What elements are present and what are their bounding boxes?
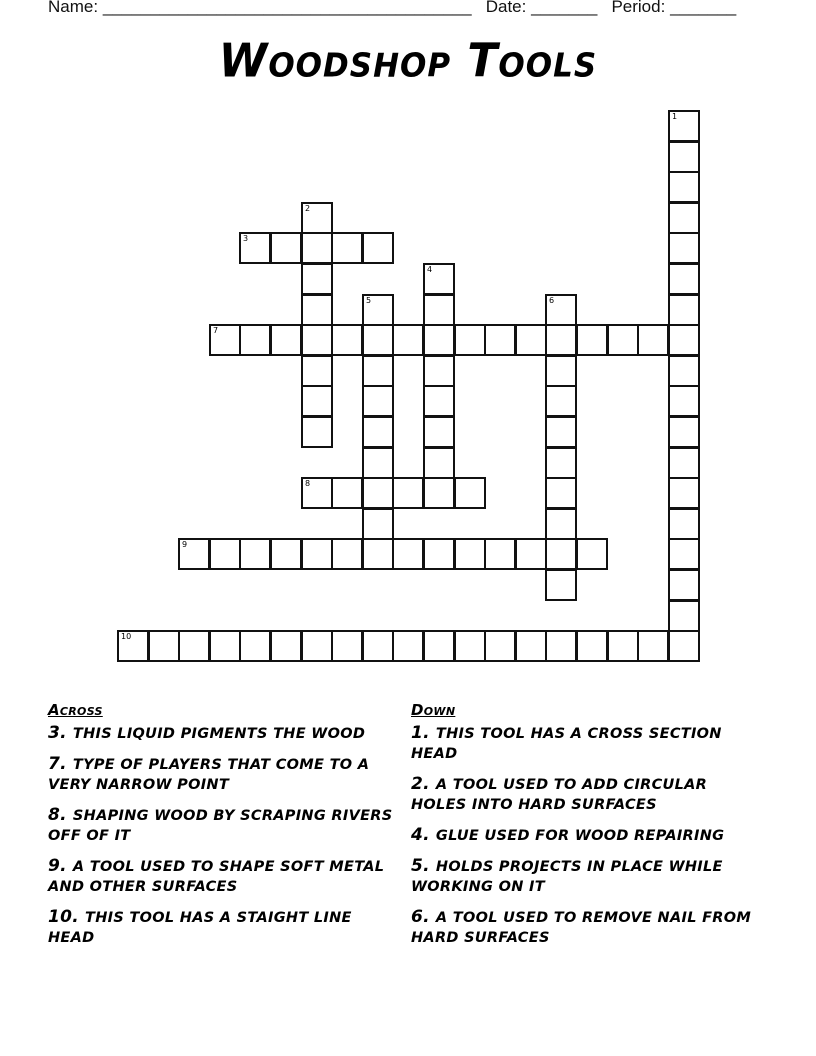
clue-number: 3 <box>243 234 249 243</box>
name-field[interactable]: _______________________________________ <box>102 0 472 16</box>
crossword-cell[interactable] <box>270 232 302 264</box>
date-label: Date: <box>485 0 527 16</box>
crossword-cell[interactable] <box>239 538 271 570</box>
crossword-cell[interactable] <box>331 538 363 570</box>
crossword-cell[interactable] <box>454 477 486 509</box>
crossword-cell[interactable] <box>362 508 394 540</box>
clue-number: 4 <box>427 265 433 274</box>
across-clues <box>48 700 393 958</box>
crossword-cell[interactable] <box>545 355 577 387</box>
crossword-cell[interactable] <box>668 232 700 264</box>
crossword-cell[interactable] <box>362 477 394 509</box>
clue-across-9: 9. A TOOL USED TO SHAPE SOFT METAL AND OTHER SURFACES <box>48 856 385 895</box>
crossword-cell[interactable] <box>331 630 363 662</box>
crossword-cell[interactable] <box>392 630 424 662</box>
crossword-cell[interactable] <box>545 477 577 509</box>
name-label: Name: <box>48 0 99 16</box>
crossword-cell[interactable] <box>607 324 639 356</box>
crossword-cell[interactable] <box>423 477 455 509</box>
crossword-cell[interactable] <box>301 324 333 356</box>
crossword-cell[interactable] <box>362 416 394 448</box>
crossword-cell[interactable] <box>362 232 394 264</box>
crossword-cell[interactable] <box>668 385 700 417</box>
clue-number: 10 <box>121 632 132 641</box>
crossword-cell[interactable] <box>301 232 333 264</box>
crossword-cell[interactable] <box>423 385 455 417</box>
crossword-cell[interactable] <box>362 294 394 326</box>
crossword-cell[interactable] <box>301 355 333 387</box>
crossword-cell[interactable] <box>178 538 210 570</box>
crossword-cell[interactable] <box>362 324 394 356</box>
clue-number: 2 <box>305 204 311 213</box>
clue-across-7: 7. TYPE OF PLAYERS THAT COME TO A VERY NARROW POINT <box>48 754 370 793</box>
crossword-cell[interactable] <box>209 324 241 356</box>
crossword-cell[interactable] <box>301 477 333 509</box>
crossword-cell[interactable] <box>362 447 394 479</box>
crossword-cell[interactable] <box>362 538 394 570</box>
crossword-cell[interactable] <box>668 630 700 662</box>
crossword-cell[interactable] <box>301 263 333 295</box>
crossword-cell[interactable] <box>668 110 700 142</box>
period-label: Period: <box>611 0 666 16</box>
crossword-cell[interactable] <box>209 538 241 570</box>
date-field[interactable]: _______ <box>531 0 598 16</box>
crossword-cell[interactable] <box>545 324 577 356</box>
crossword-cell[interactable] <box>515 538 547 570</box>
crossword-cell[interactable] <box>423 263 455 295</box>
crossword-cell[interactable] <box>362 385 394 417</box>
clue-down-6: 6. A TOOL USED TO REMOVE NAIL FROM HARD SURFACES <box>411 907 752 946</box>
crossword-cell[interactable] <box>515 630 547 662</box>
crossword-cell[interactable] <box>178 630 210 662</box>
crossword-cell[interactable] <box>362 355 394 387</box>
crossword-cell[interactable] <box>668 600 700 632</box>
crossword-cell[interactable] <box>668 263 700 295</box>
crossword-cell[interactable] <box>607 630 639 662</box>
crossword-cell[interactable] <box>668 416 700 448</box>
crossword-cell[interactable] <box>668 171 700 203</box>
crossword-cell[interactable] <box>423 416 455 448</box>
clue-down-5: 5. HOLDS PROJECTS IN PLACE WHILE WORKING ON IT <box>411 856 723 895</box>
clue-across-8: 8. SHAPING WOOD BY SCRAPING RIVERS OFF OF IT <box>48 805 393 844</box>
crossword-cell[interactable] <box>392 477 424 509</box>
crossword-cell[interactable] <box>668 294 700 326</box>
crossword-cell[interactable] <box>423 538 455 570</box>
crossword-cell[interactable] <box>668 324 700 356</box>
crossword-cell[interactable] <box>545 385 577 417</box>
clue-number: 6 <box>549 296 555 305</box>
crossword-cell[interactable] <box>270 630 302 662</box>
crossword-cell[interactable] <box>576 538 608 570</box>
crossword-cell[interactable] <box>668 141 700 173</box>
crossword-cell[interactable] <box>484 324 516 356</box>
crossword-cell[interactable] <box>209 630 241 662</box>
crossword-cell[interactable] <box>668 355 700 387</box>
clue-number: 8 <box>305 479 311 488</box>
crossword-cell[interactable] <box>117 630 149 662</box>
clue-number: 9 <box>182 540 188 549</box>
crossword-cell[interactable] <box>423 355 455 387</box>
clue-down-1: 1. THIS TOOL HAS A CROSS SECTION HEAD <box>411 723 722 762</box>
crossword-cell[interactable] <box>392 538 424 570</box>
crossword-cell[interactable] <box>484 630 516 662</box>
crossword-cell[interactable] <box>484 538 516 570</box>
page-title: Woodshop Tools <box>218 34 598 89</box>
crossword-cell[interactable] <box>637 630 669 662</box>
crossword-cell[interactable] <box>545 569 577 601</box>
crossword-cell[interactable] <box>239 324 271 356</box>
clue-number: 7 <box>213 326 219 335</box>
crossword-cell[interactable] <box>545 538 577 570</box>
crossword-cell[interactable] <box>148 630 180 662</box>
clue-number: 1 <box>672 112 678 121</box>
clue-across-10: 10. THIS TOOL HAS A STAIGHT LINE HEAD <box>48 907 352 946</box>
crossword-cell[interactable] <box>545 416 577 448</box>
clue-down-2: 2. A TOOL USED TO ADD CIRCULAR HOLES INTO HARD SURFACES <box>411 774 708 813</box>
crossword-cell[interactable] <box>637 324 669 356</box>
crossword-cell[interactable] <box>239 630 271 662</box>
crossword-cell[interactable] <box>668 538 700 570</box>
crossword-cell[interactable] <box>454 538 486 570</box>
down-heading: Down <box>411 701 456 719</box>
across-heading: Across <box>48 701 103 719</box>
crossword-cell[interactable] <box>668 447 700 479</box>
crossword-cell[interactable] <box>331 477 363 509</box>
crossword-cell[interactable] <box>239 232 271 264</box>
period-field[interactable]: _______ <box>670 0 737 16</box>
crossword-cell[interactable] <box>545 294 577 326</box>
clue-down-4: 4. GLUE USED FOR WOOD REPAIRING <box>411 825 725 845</box>
crossword-cell[interactable] <box>668 569 700 601</box>
crossword-cell[interactable] <box>668 508 700 540</box>
crossword-cell[interactable] <box>331 232 363 264</box>
clue-across-3: 3. THIS LIQUID PIGMENTS THE WOOD <box>48 723 366 743</box>
crossword-cell[interactable] <box>301 416 333 448</box>
crossword-cell[interactable] <box>331 324 363 356</box>
crossword-cell[interactable] <box>423 630 455 662</box>
down-clues <box>411 700 756 958</box>
crossword-cell[interactable] <box>545 447 577 479</box>
crossword-cell[interactable] <box>576 630 608 662</box>
crossword-cell[interactable] <box>301 538 333 570</box>
crossword-cell[interactable] <box>423 294 455 326</box>
crossword-cell[interactable] <box>454 630 486 662</box>
clue-number: 5 <box>366 296 372 305</box>
crossword-cell[interactable] <box>270 538 302 570</box>
crossword-cell[interactable] <box>301 630 333 662</box>
crossword-cell[interactable] <box>392 324 424 356</box>
crossword-cell[interactable] <box>362 630 394 662</box>
crossword-cell[interactable] <box>515 324 547 356</box>
crossword-cell[interactable] <box>301 294 333 326</box>
crossword-cell[interactable] <box>576 324 608 356</box>
crossword-cell[interactable] <box>545 508 577 540</box>
crossword-cell[interactable] <box>301 385 333 417</box>
crossword-cell[interactable] <box>668 477 700 509</box>
crossword-cell[interactable] <box>545 630 577 662</box>
crossword-cell[interactable] <box>454 324 486 356</box>
crossword-cell[interactable] <box>301 202 333 234</box>
crossword-cell[interactable] <box>270 324 302 356</box>
crossword-cell[interactable] <box>423 324 455 356</box>
crossword-cell[interactable] <box>423 447 455 479</box>
crossword-cell[interactable] <box>668 202 700 234</box>
